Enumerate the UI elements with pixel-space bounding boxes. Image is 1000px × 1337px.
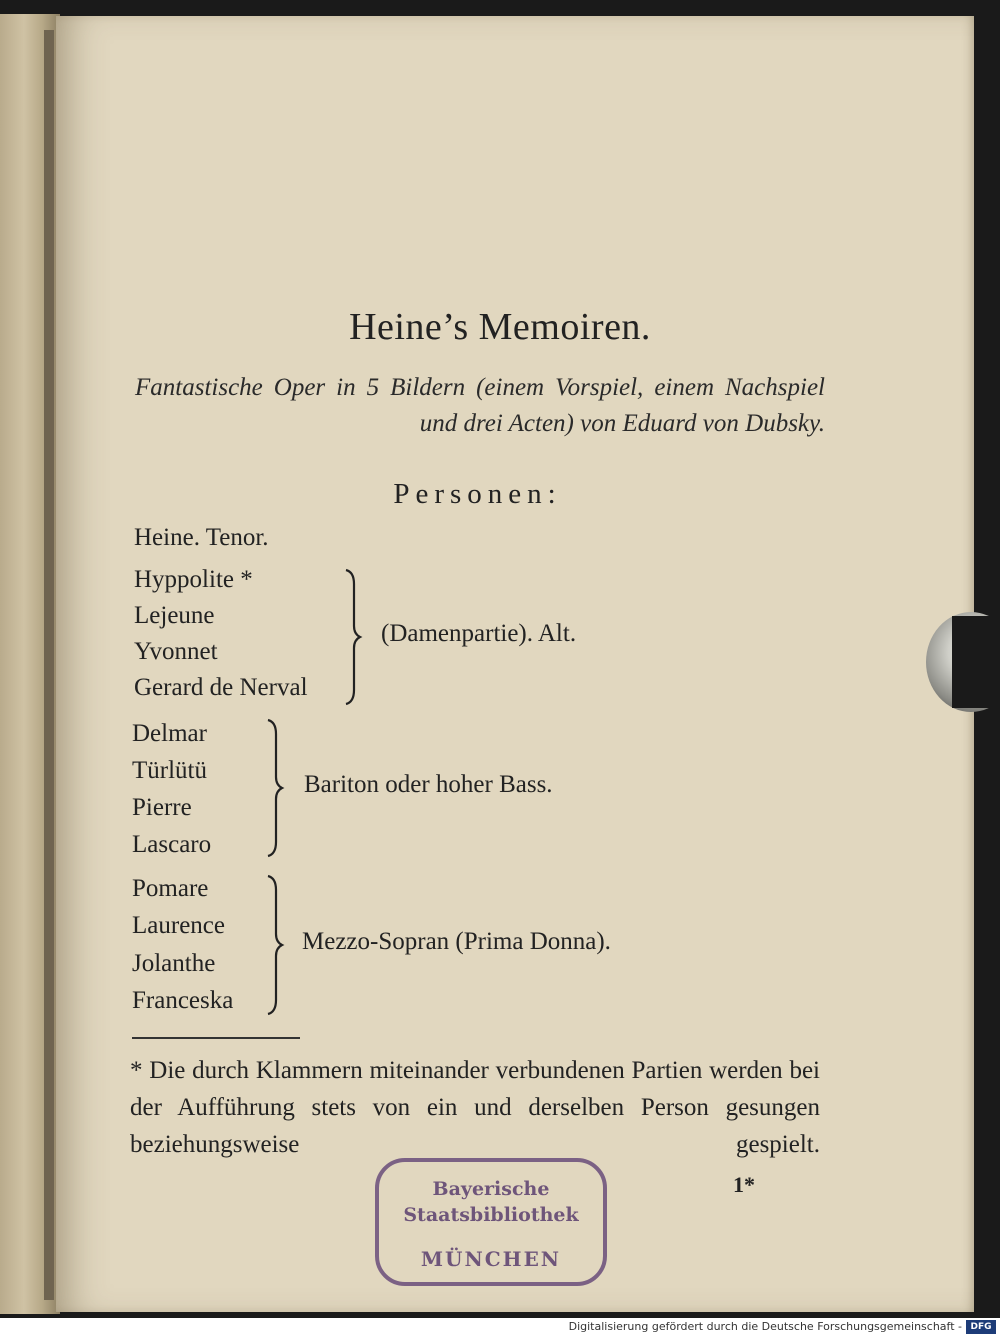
brace-group2 <box>262 718 288 858</box>
stamp-line: Staatsbibliothek <box>403 1204 579 1226</box>
personen-heading: Personen: <box>393 478 562 510</box>
signature-mark: 1* <box>733 1172 755 1197</box>
tab-marker-shadow <box>952 616 1000 708</box>
library-stamp <box>375 1158 607 1286</box>
role-name: Gerard de Nerval <box>134 674 308 701</box>
role-name: Laurence <box>132 912 225 939</box>
page-title: Heine’s Memoiren. <box>349 306 651 348</box>
book-gutter <box>44 30 54 1300</box>
footnote-text: * Die durch Klammern miteinander verbundenen Partien werden bei der Aufführung stets von ein und derselben Person gesungen beziehungsweise gespielt. <box>130 1057 820 1158</box>
role-name: Pierre <box>132 794 192 821</box>
brace-group1 <box>340 568 366 706</box>
role-name: Lejeune <box>134 602 215 629</box>
role-name: Delmar <box>132 720 207 747</box>
role-name: Franceska <box>132 987 234 1014</box>
voice-group2: Bariton oder hoher Bass. <box>304 771 553 798</box>
stamp-line: Bayerische <box>432 1178 550 1200</box>
role-name: Yvonnet <box>134 638 218 665</box>
stamp-line: MÜNCHEN <box>420 1247 562 1271</box>
dfg-logo: DFG <box>966 1320 996 1334</box>
brace-group3 <box>262 874 288 1016</box>
role-heine: Heine. Tenor. <box>134 524 269 551</box>
voice-group3: Mezzo-Sopran (Prima Donna). <box>302 928 611 955</box>
opera-subtitle: Fantastische Oper in 5 Bildern (einem Vorspiel, einem Nachspiel und drei Acten) von Eduard von Dubsky. <box>135 374 825 437</box>
role-name: Türlütü <box>132 757 207 784</box>
role-name: Jolanthe <box>132 950 216 977</box>
footnote-rule <box>132 1037 300 1039</box>
voice-group1: (Damenpartie). Alt. <box>381 620 577 647</box>
role-name: Pomare <box>132 875 209 902</box>
role-name: Lascaro <box>132 831 212 858</box>
role-name: Hyppolite * <box>134 566 253 593</box>
credit-text: Digitalisierung gefördert durch die Deutsche Forschungsgemeinschaft - <box>568 1320 962 1333</box>
